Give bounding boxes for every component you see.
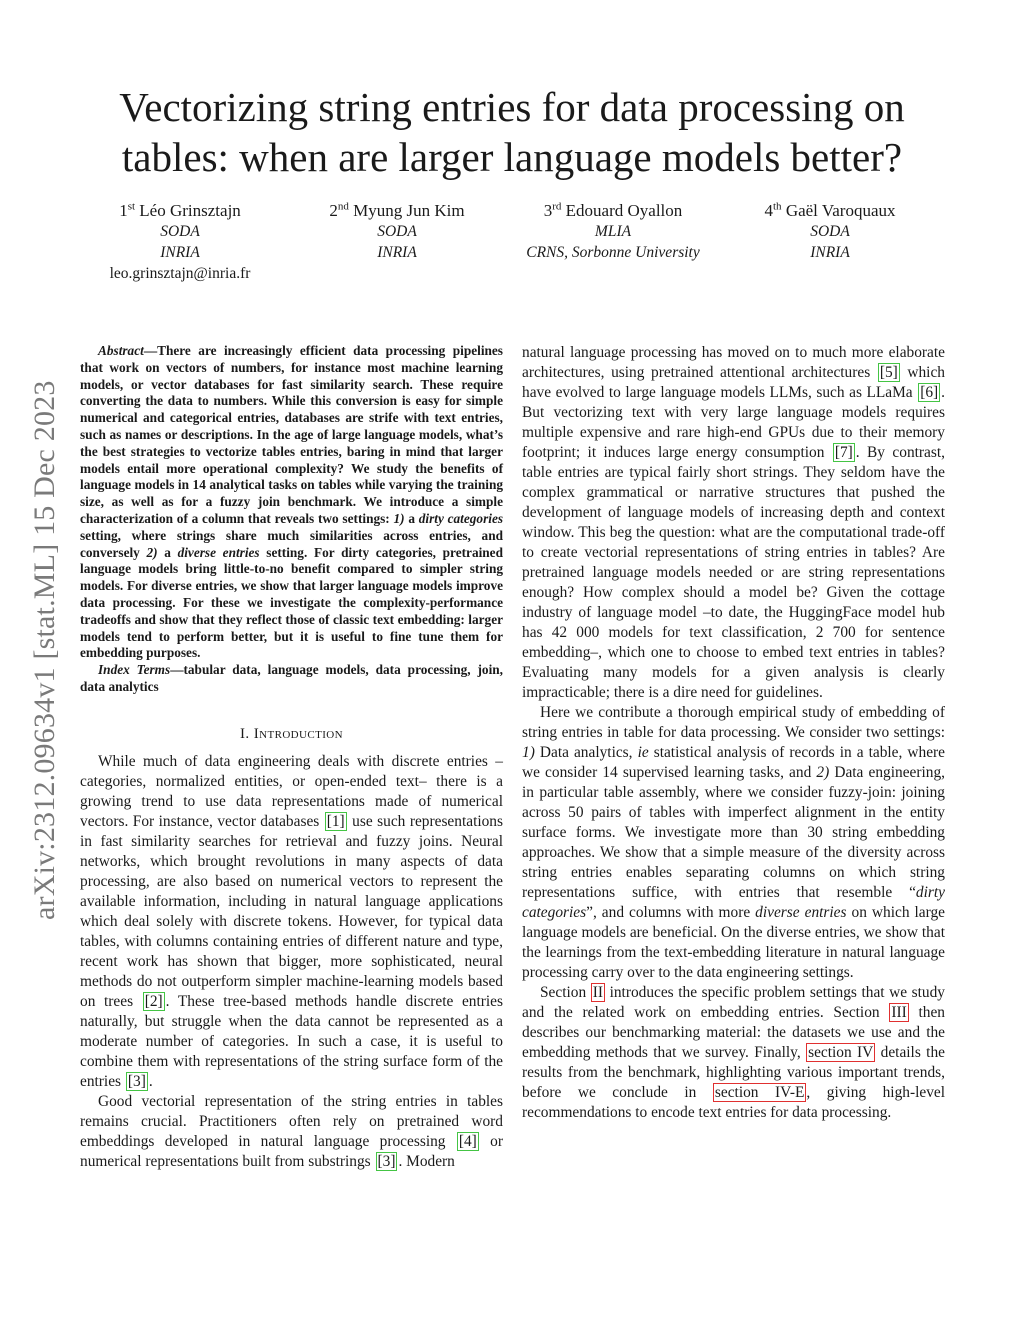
paper-title-line-1: Vectorizing string entries for data processing on [119,84,905,130]
section-reference-link[interactable]: II [592,984,603,1001]
citation-link[interactable]: [4] [458,1132,477,1150]
paper-title-line-2: tables: when are larger language models better? [121,134,903,180]
citation-link[interactable]: [6] [920,384,939,401]
section-reference-link[interactable]: section IV [808,1044,874,1061]
author-email: leo.grinsztajn@inria.fr [109,265,251,282]
author-affiliation: SODA [377,223,417,240]
citation-link[interactable]: [7] [834,444,853,461]
author-institution: INRIA [377,244,417,261]
section-reference-link[interactable]: III [891,1004,907,1021]
left-column [80,343,503,1172]
author-institution: INRIA [810,244,850,261]
author-1 [60,200,300,284]
author-block [80,200,944,290]
author-name: 2nd Myung Jun Kim [329,200,465,220]
intro-paragraph-3: Here we contribute a thorough empirical study of embedding of string entries in table for data processing. We consider two settings: 1) Data analytics, ie statistical analysis of records in a table, where we consider 14 supervised learning tasks, and 2) Data engineering, in particular table assembly, where we consider fuzzy-join: joining across 50 pairs of tables with imperfect alignment in the entity surface forms. We investigate more than 30 string embedding approaches. We show that a simple measure of the diversity across string entries enables separating columns on which string representations suffice, with entries that resemble “dirty categories”, and columns with more diverse entries on which large language models are beneficial. On the diverse entries, we show that the learnings from the text-embedding literature in natural language processing carry over to the data engineering settings. [522,704,946,981]
intro-paragraph-1: While much of data engineering deals with discrete entries –categories, normalized entities, or open-ended text– there is a growing trend to use data representations made of numerical vectors. For instance, vector databases [1] use such representations in fast similarity searches for retrieval and fuzzy joins. Neural networks, which brought revolutions in many aspects of data processing, are also based on numerical vectors to represent the available information, including in natural language applications which deal solely with discrete tokens. However, for typical data tables, with columns containing entries of different nature and type, recent work has shown that bigger, more sophisticated, neural methods do not outperform simpler machine-learning models based on trees [2] . These tree-based methods handle discrete entries naturally, but struggle when the data cannot be represented as a moderate number of categories. In such a case, it is useful to combine them with representations of the string surface form of the entries [3] . [80,752,504,1090]
author-name: 3rd Edouard Oyallon [543,200,683,220]
author-2 [277,200,517,263]
author-affiliation: SODA [810,223,850,240]
section-heading-introduction: I. Introduction [240,725,343,742]
right-column [522,343,945,1123]
author-institution: CRNS, Sorbonne University [526,244,700,261]
author-name: 4th Gaël Varoquaux [764,200,896,220]
index-terms: Index Terms—tabular data, language models, data processing, join, data analytics [80,662,503,694]
author-3 [493,200,733,263]
author-institution: INRIA [160,244,200,261]
citation-link[interactable]: [2] [144,992,163,1010]
citation-link[interactable]: [1] [326,812,345,830]
author-affiliation: SODA [160,223,200,240]
citation-link[interactable]: [3] [377,1152,396,1170]
citation-link[interactable]: [3] [127,1072,146,1090]
intro-paragraph-2-continued: natural language processing has moved on to much more elaborate architectures, using pretrained attentional architectures [5] which have evolved to large language models LLMs, such as LLaMa [6] . But vectorizing text with very large language models requires multiple expensive and rare high-end GPUs due to their memory footprint; it induces large energy consumption [7] . By contrast, table entries are typical fairly short strings. They seldom have the complex grammatical or narrative structures that pushed the development of language models of increasing depth and context window. This beg the question: what are the computational trade-off to create vectorial representations of string entries in tables? Are pretrained language models needed or are string representations enough? How complex should a model be? Given the cottage industry of language model –to date, the HuggingFace model hub has 42 000 models for text classification, 2 700 for sentence embedding–, which one to choose to embed text entries in tables? Evaluating many models for a given analysis is clearly impracticable; there is a dire need for guidelines. [522,344,945,701]
paper-title [80,82,944,182]
author-name: 1st Léo Grinsztajn [119,200,241,220]
section-reference-link[interactable]: section IV-E [714,1084,805,1101]
author-affiliation: MLIA [594,223,632,240]
author-4 [710,200,950,263]
citation-link[interactable]: [5] [879,364,898,381]
arxiv-identifier-stamp: arXiv:2312.09634v1 [stat.ML] 15 Dec 2023 [28,380,61,920]
abstract: Abstract—There are increasingly efficient data processing pipelines that work on vectors of numbers, for instance most machine learning models, or vector databases for fast similarity search. These require converting the data to numbers. While this conversion is easy for simple numerical and categorical entries, databases are strife with text entries, such as names or descriptions. In the age of large language models, what’s the best strategies to vectorize tables entries, baring in mind that larger models entail more operational complexity? We study the benefits of language models in 14 analytical tasks on tables while varying the training size, as well as for a fuzzy join benchmark. We introduce a simple characterization of a column that reveals two settings: 1) a dirty categories setting, where strings share much similarities across entries, and conversely 2) a diverse entries setting. For dirty categories, pretrained language models bring little-to-no benefit compared to simpler string models. For diverse entries, we show that larger language models improve data processing. For these we investigate the complexity-performance tradeoffs and show that they reflect those of classic text embedding: larger models tend to perform better, but it is useful to fine tune them for embedding purposes. [80,343,504,661]
intro-paragraph-2: Good vectorial representation of the string entries in tables remains crucial. Practitioners often rely on pretrained word embeddings developed in natural language processing [4] or numerical representations built from substrings [3] . Modern [80,1092,503,1170]
intro-paragraph-4: Section II introduces the specific problem settings that we study and the related work on embedding entries. Section III then describes our benchmarking material: the datasets we use and the embedding methods that we survey. Finally, section IV details the results from the benchmark, highlighting various important trends, before we conclude in section IV-E , giving high-level recommendations to encode text entries for data processing. [522,984,946,1121]
